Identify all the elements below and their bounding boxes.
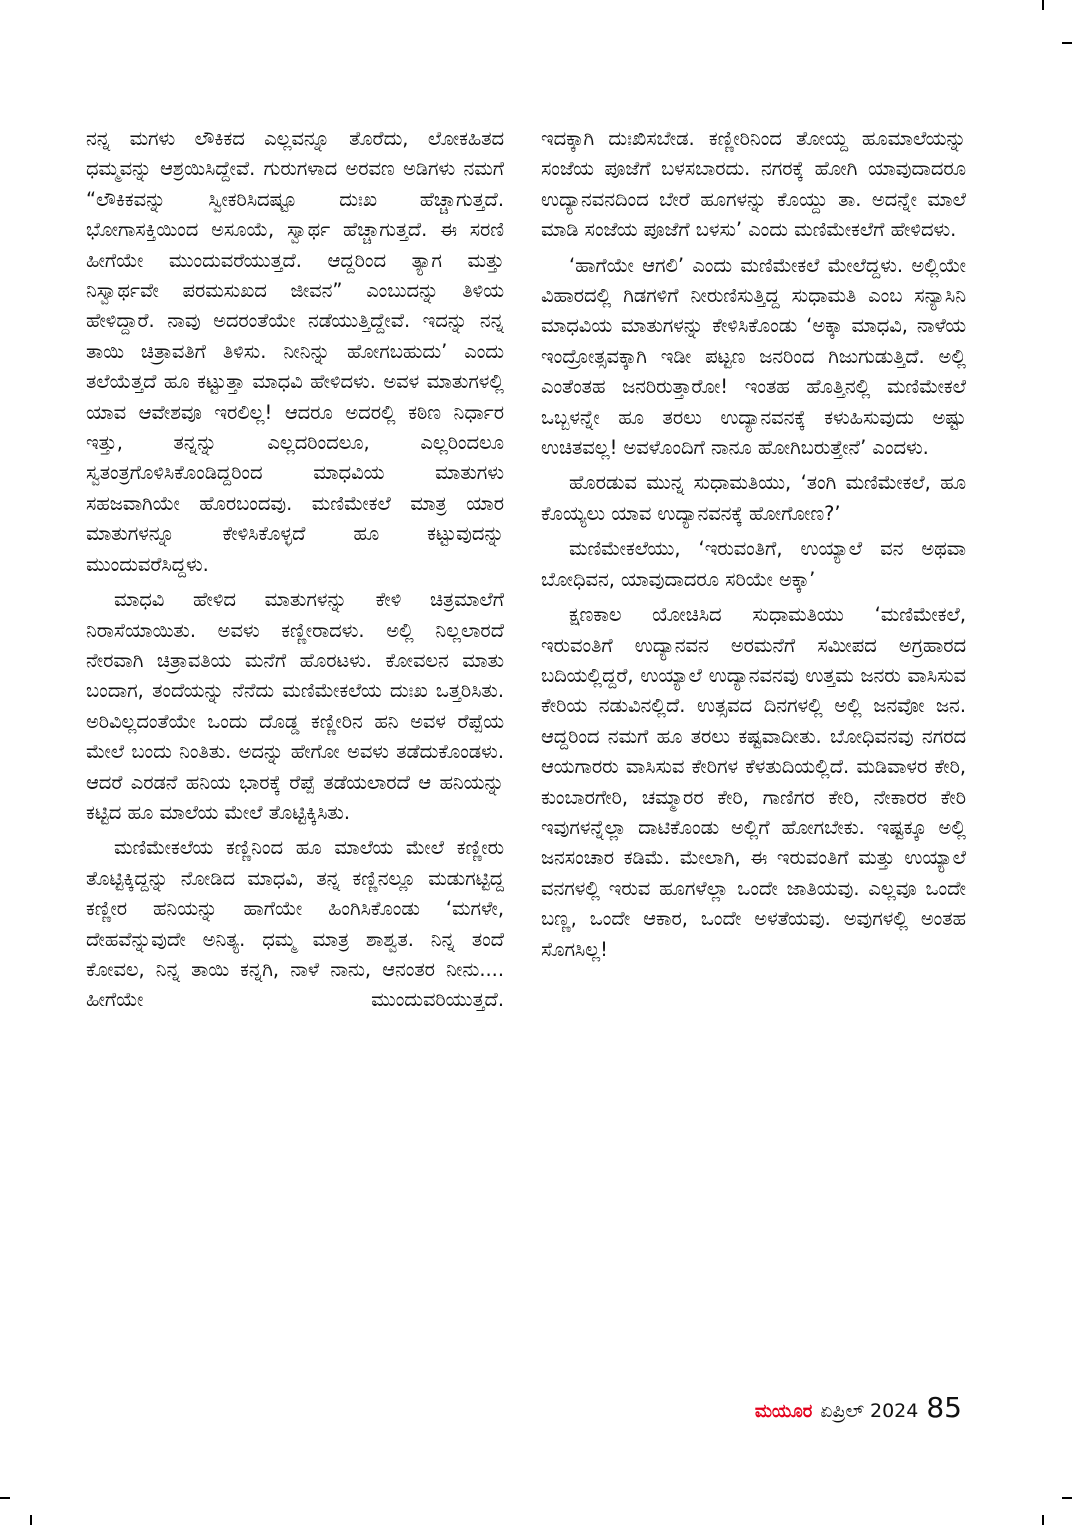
page-footer: [755, 1391, 962, 1424]
magazine-logo: ಮಯೂರ: [754, 1401, 813, 1422]
crop-mark: [1042, 0, 1044, 10]
crop-mark: [0, 1497, 10, 1499]
crop-mark: [1062, 1497, 1072, 1499]
crop-mark: [1042, 1515, 1044, 1525]
paragraph: ಇದಕ್ಕಾಗಿ ದುಃಖಿಸಬೇಡ. ಕಣ್ಣೀರಿನಿಂದ ತೋಯ್ದ ಹೂಮಾಲೆಯನ್ನು ಸಂಜೆಯ ಪೂಜೆಗೆ ಬಳಸಬಾರದು. ನಗರಕ್ಕೆ ಹೋಗಿ ಯಾವುದಾದರೂ ಉದ್ಯಾನವನದಿಂದ ಬೇರೆ ಹೂಗಳನ್ನು ಕೊಯ್ದು ತಾ. ಅದನ್ನೇ ಮಾಲೆ ಮಾಡಿ ಸಂಜೆಯ ಪೂಜೆಗೆ ಬಳಸು’ ಎಂದು ಮಣಿಮೇಕಲೆಗೆ ಹೇಳಿದಳು.: [541, 127, 966, 242]
right-text-column: [541, 124, 966, 970]
left-text-column: [86, 124, 504, 1021]
paragraph: ಮಾಧವಿ ಹೇಳಿದ ಮಾತುಗಳನ್ನು ಕೇಳಿ ಚಿತ್ರಮಾಲೆಗೆ ನಿರಾಸೆಯಾಯಿತು. ಅವಳು ಕಣ್ಣೀರಾದಳು. ಅಲ್ಲಿ ನಿಲ್ಲಲಾರದೆ ನೇರವಾಗಿ ಚಿತ್ರಾವತಿಯ ಮನೆಗೆ ಹೊರಟಳು. ಕೋವಲನ ಮಾತು ಬಂದಾಗ, ತಂದೆಯನ್ನು ನೆನೆದು ಮಣಿಮೇಕಲೆಯ ದುಃಖ ಒತ್ತರಿಸಿತು. ಅರಿವಿಲ್ಲದಂತೆಯೇ ಒಂದು ದೊಡ್ಡ ಕಣ್ಣೀರಿನ ಹನಿ ಅವಳ ರೆಪ್ಪೆಯ ಮೇಲೆ ಬಂದು ನಿಂತಿತು. ಅದನ್ನು ಹೇಗೋ ಅವಳು ತಡೆದುಕೊಂಡಳು. ಆದರೆ ಎರಡನೆ ಹನಿಯ ಭಾರಕ್ಕೆ ರೆಪ್ಪೆ ತಡೆಯಲಾರದೆ ಆ ಹನಿಯನ್ನು ಕಟ್ಟಿದ ಹೂ ಮಾಲೆಯ ಮೇಲೆ ತೊಟ್ಟಿಕ್ಕಿಸಿತು.: [86, 588, 504, 824]
crop-mark: [1062, 42, 1072, 44]
crop-mark: [30, 1515, 32, 1525]
issue-date: ಏಪ್ರಿಲ್ 2024: [820, 1400, 919, 1422]
paragraph: ಮಣಿಮೇಕಲೆಯು, ‘ಇರುವಂತಿಗೆ, ಉಯ್ಯಾಲೆ ವನ ಅಥವಾ ಬೋಧಿವನ, ಯಾವುದಾದರೂ ಸರಿಯೇ ಅಕ್ಕಾ’: [541, 537, 966, 591]
paragraph: ಹೊರಡುವ ಮುನ್ನ ಸುಧಾಮತಿಯು, ‘ತಂಗಿ ಮಣಿಮೇಕಲೆ, ಹೂ ಕೊಯ್ಯಲು ಯಾವ ಉದ್ಯಾನವನಕ್ಕೆ ಹೋಗೋಣ?’: [541, 471, 966, 525]
paragraph: ನನ್ನ ಮಗಳು ಲೌಕಿಕದ ಎಲ್ಲವನ್ನೂ ತೊರೆದು, ಲೋಕಹಿತದ ಧಮ್ಮವನ್ನು ಆಶ್ರಯಿಸಿದ್ದೇವೆ. ಗುರುಗಳಾದ ಅರವಣ ಅಡಿಗಳು ನಮಗೆ “ಲೌಕಿಕವನ್ನು ಸ್ವೀಕರಿಸಿದಷ್ಟೂ ದುಃಖ ಹೆಚ್ಚಾಗುತ್ತದೆ. ಭೋಗಾಸಕ್ತಿಯಿಂದ ಅಸೂಯೆ, ಸ್ವಾರ್ಥ ಹೆಚ್ಚಾಗುತ್ತದೆ. ಈ ಸರಣಿ ಹೀಗೆಯೇ ಮುಂದುವರೆಯುತ್ತದೆ. ಆದ್ದರಿಂದ ತ್ಯಾಗ ಮತ್ತು ನಿಸ್ವಾರ್ಥವೇ ಪರಮಸುಖದ ಜೀವನ” ಎಂಬುದನ್ನು ತಿಳಿಯ ಹೇಳಿದ್ದಾರೆ. ನಾವು ಅದರಂತೆಯೇ ನಡೆಯುತ್ತಿದ್ದೇವೆ. ಇದನ್ನು ನನ್ನ ತಾಯಿ ಚಿತ್ರಾವತಿಗೆ ತಿಳಿಸು. ನೀನಿನ್ನು ಹೋಗಬಹುದು’ ಎಂದು ತಲೆಯೆತ್ತದೆ ಹೂ ಕಟ್ಟುತ್ತಾ ಮಾಧವಿ ಹೇಳಿದಳು. ಅವಳ ಮಾತುಗಳಲ್ಲಿ ಯಾವ ಆವೇಶವೂ ಇರಲಿಲ್ಲ! ಆದರೂ ಅದರಲ್ಲಿ ಕಠಿಣ ನಿರ್ಧಾರ ಇತ್ತು, ತನ್ನನ್ನು ಎಲ್ಲದರಿಂದಲೂ, ಎಲ್ಲರಿಂದಲೂ ಸ್ವತಂತ್ರಗೊಳಿಸಿಕೊಂಡಿದ್ದರಿಂದ ಮಾಧವಿಯ ಮಾತುಗಳು ಸಹಜವಾಗಿಯೇ ಹೊರಬಂದವು. ಮಣಿಮೇಕಲೆ ಮಾತ್ರ ಯಾರ ಮಾತುಗಳನ್ನೂ ಕೇಳಿಸಿಕೊಳ್ಳದೆ ಹೂ ಕಟ್ಟುವುದನ್ನು ಮುಂದುವರೆಸಿದ್ದಳು.: [86, 127, 504, 576]
page-number: 85: [926, 1391, 962, 1424]
paragraph: ಮಣಿಮೇಕಲೆಯ ಕಣ್ಣಿನಿಂದ ಹೂ ಮಾಲೆಯ ಮೇಲೆ ಕಣ್ಣೀರು ತೊಟ್ಟಿಕ್ಕಿದ್ದನ್ನು ನೋಡಿದ ಮಾಧವಿ, ತನ್ನ ಕಣ್ಣಿನಲ್ಲೂ ಮಡುಗಟ್ಟಿದ್ದ ಕಣ್ಣೀರ ಹನಿಯನ್ನು ಹಾಗೆಯೇ ಹಿಂಗಿಸಿಕೊಂಡು ‘ಮಗಳೇ, ದೇಹವೆನ್ನುವುದೇ ಅನಿತ್ಯ. ಧಮ್ಮ ಮಾತ್ರ ಶಾಶ್ವತ. ನಿನ್ನ ತಂದೆ ಕೋವಲ, ನಿನ್ನ ತಾಯಿ ಕನ್ನಗಿ, ನಾಳೆ ನಾನು, ಆನಂತರ ನೀನು.... ಹೀಗೆಯೇ ಮುಂದುವರಿಯುತ್ತದೆ.: [86, 836, 504, 1012]
paragraph: ಕ್ಷಣಕಾಲ ಯೋಚಿಸಿದ ಸುಧಾಮತಿಯು ‘ಮಣಿಮೇಕಲೆ, ಇರುವಂತಿಗೆ ಉದ್ಯಾನವನ ಅರಮನೆಗೆ ಸಮೀಪದ ಅಗ್ರಹಾರದ ಬದಿಯಲ್ಲಿದ್ದರೆ, ಉಯ್ಯಾಲೆ ಉದ್ಯಾನವನವು ಉತ್ತಮ ಜನರು ವಾಸಿಸುವ ಕೇರಿಯ ನಡುವಿನಲ್ಲಿದೆ. ಉತ್ಸವದ ದಿನಗಳಲ್ಲಿ ಅಲ್ಲಿ ಜನವೋ ಜನ. ಆದ್ದರಿಂದ ನಮಗೆ ಹೂ ತರಲು ಕಷ್ಟವಾದೀತು. ಬೋಧಿವನವು ನಗರದ ಆಯಗಾರರು ವಾಸಿಸುವ ಕೇರಿಗಳ ಕೆಳತುದಿಯಲ್ಲಿದೆ. ಮಡಿವಾಳರ ಕೇರಿ, ಕುಂಬಾರಗೇರಿ, ಚಮ್ಮಾರರ ಕೇರಿ, ಗಾಣಿಗರ ಕೇರಿ, ನೇಕಾರರ ಕೇರಿ ಇವುಗಳನ್ನೆಲ್ಲಾ ದಾಟಿಕೊಂಡು ಅಲ್ಲಿಗೆ ಹೋಗಬೇಕು. ಇಷ್ಟಕ್ಕೂ ಅಲ್ಲಿ ಜನಸಂಚಾರ ಕಡಿಮೆ. ಮೇಲಾಗಿ, ಈ ಇರುವಂತಿಗೆ ಮತ್ತು ಉಯ್ಯಾಲೆ ವನಗಳಲ್ಲಿ ಇರುವ ಹೂಗಳೆಲ್ಲಾ ಒಂದೇ ಜಾತಿಯವು. ಎಲ್ಲವೂ ಒಂದೇ ಬಣ್ಣ, ಒಂದೇ ಆಕಾರ, ಒಂದೇ ಅಳತೆಯವು. ಅವುಗಳಲ್ಲಿ ಅಂತಹ ಸೊಗಸಿಲ್ಲ!: [541, 603, 966, 961]
paragraph: ‘ಹಾಗೆಯೇ ಆಗಲಿ’ ಎಂದು ಮಣಿಮೇಕಲೆ ಮೇಲೆದ್ದಳು. ಅಲ್ಲಿಯೇ ವಿಹಾರದಲ್ಲಿ ಗಿಡಗಳಿಗೆ ನೀರುಣಿಸುತ್ತಿದ್ದ ಸುಧಾಮತಿ ಎಂಬ ಸನ್ಯಾಸಿನಿ ಮಾಧವಿಯ ಮಾತುಗಳನ್ನು ಕೇಳಿಸಿಕೊಂಡು ‘ಅಕ್ಕಾ ಮಾಧವಿ, ನಾಳೆಯ ಇಂದ್ರೋತ್ಸವಕ್ಕಾಗಿ ಇಡೀ ಪಟ್ಟಣ ಜನರಿಂದ ಗಿಜುಗುಡುತ್ತಿದೆ. ಅಲ್ಲಿ ಎಂತೆಂತಹ ಜನರಿರುತ್ತಾರೋ! ಇಂತಹ ಹೊತ್ತಿನಲ್ಲಿ ಮಣಿಮೇಕಲೆ ಒಬ್ಬಳನ್ನೇ ಹೂ ತರಲು ಉದ್ಯಾನವನಕ್ಕೆ ಕಳುಹಿಸುವುದು ಅಷ್ಟು ಉಚಿತವಲ್ಲ! ಅವಳೊಂದಿಗೆ ನಾನೂ ಹೋಗಿಬರುತ್ತೇನೆ’ ಎಂದಳು.: [541, 253, 966, 460]
